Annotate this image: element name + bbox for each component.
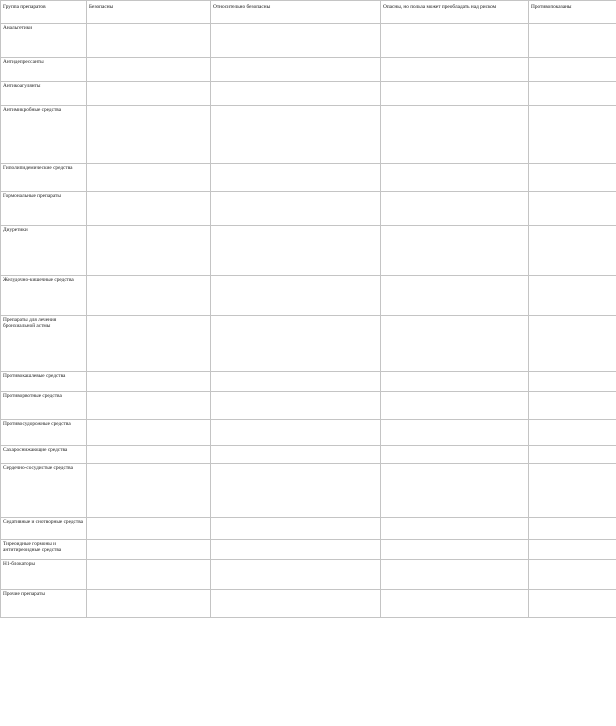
contraindicated-cell xyxy=(529,560,616,590)
group-cell-text: Антикоагулянты xyxy=(3,83,41,89)
table-row xyxy=(1,24,616,58)
contraindicated-cell xyxy=(529,82,616,106)
group-cell-text: Седативные и снотворные средства xyxy=(3,519,83,525)
table-row xyxy=(1,226,616,276)
group-cell-text: Сердечно-сосудистые средства xyxy=(3,465,73,471)
table-row xyxy=(1,192,616,226)
dangerous-cell xyxy=(381,276,529,316)
group-cell-text: Противорвотные средства xyxy=(3,393,62,399)
table-row xyxy=(1,464,616,518)
contraindicated-cell xyxy=(529,106,616,164)
dangerous-cell xyxy=(381,372,529,392)
group-cell-text: Противокашлевые средства xyxy=(3,373,66,379)
safe-cell xyxy=(87,82,211,106)
dangerous-cell xyxy=(381,82,529,106)
group-cell xyxy=(1,590,87,618)
header-relatively-safe: Относительно безопасны xyxy=(211,1,381,24)
group-cell-text: Желудочно-кишечные средства xyxy=(3,277,74,283)
relatively-safe-cell xyxy=(211,192,381,226)
relatively-safe-cell xyxy=(211,560,381,590)
safe-cell xyxy=(87,590,211,618)
group-cell-text: Противосудорожные средства xyxy=(3,421,71,427)
contraindicated-cell xyxy=(529,226,616,276)
group-cell-text: Антимикробные средства xyxy=(3,107,62,113)
dangerous-cell xyxy=(381,316,529,372)
table-row xyxy=(1,446,616,464)
table-row xyxy=(1,540,616,560)
contraindicated-cell xyxy=(529,192,616,226)
dangerous-cell xyxy=(381,392,529,420)
contraindicated-cell xyxy=(529,24,616,58)
group-cell-text: Антидепрессанты xyxy=(3,59,44,65)
table-row xyxy=(1,518,616,540)
group-cell xyxy=(1,540,87,560)
safe-cell xyxy=(87,58,211,82)
table-row xyxy=(1,106,616,164)
contraindicated-cell xyxy=(529,276,616,316)
group-cell xyxy=(1,560,87,590)
table-row xyxy=(1,590,616,618)
group-cell xyxy=(1,58,87,82)
group-cell-text: Препараты для лечения бронхиальной астмы xyxy=(3,317,57,330)
safe-cell xyxy=(87,540,211,560)
safe-cell xyxy=(87,560,211,590)
group-cell xyxy=(1,276,87,316)
contraindicated-cell xyxy=(529,58,616,82)
group-cell xyxy=(1,316,87,372)
dangerous-cell xyxy=(381,464,529,518)
table-row xyxy=(1,560,616,590)
relatively-safe-cell xyxy=(211,106,381,164)
dangerous-cell xyxy=(381,24,529,58)
group-cell xyxy=(1,420,87,446)
group-cell-text: Тиреоидные гормоны и антитиреоидные средства xyxy=(3,541,62,554)
group-cell xyxy=(1,226,87,276)
table-body xyxy=(1,24,616,618)
relatively-safe-cell xyxy=(211,226,381,276)
contraindicated-cell xyxy=(529,590,616,618)
relatively-safe-cell xyxy=(211,540,381,560)
table-row xyxy=(1,58,616,82)
dangerous-cell xyxy=(381,590,529,618)
relatively-safe-cell xyxy=(211,446,381,464)
table-row xyxy=(1,420,616,446)
safe-cell xyxy=(87,392,211,420)
group-cell xyxy=(1,518,87,540)
relatively-safe-cell xyxy=(211,420,381,446)
relatively-safe-cell xyxy=(211,372,381,392)
dangerous-cell xyxy=(381,106,529,164)
table-row xyxy=(1,82,616,106)
header-group: Группа препаратов xyxy=(1,1,87,24)
contraindicated-cell xyxy=(529,420,616,446)
contraindicated-cell xyxy=(529,316,616,372)
safe-cell xyxy=(87,372,211,392)
group-cell-text: Гиполипидемические средства xyxy=(3,165,73,171)
safe-cell xyxy=(87,316,211,372)
group-cell xyxy=(1,392,87,420)
safe-cell xyxy=(87,226,211,276)
contraindicated-cell xyxy=(529,540,616,560)
group-cell xyxy=(1,464,87,518)
table-header xyxy=(1,1,616,24)
dangerous-cell xyxy=(381,164,529,192)
safe-cell xyxy=(87,164,211,192)
header-safe: Безопасны xyxy=(87,1,211,24)
group-cell xyxy=(1,106,87,164)
contraindicated-cell xyxy=(529,464,616,518)
relatively-safe-cell xyxy=(211,392,381,420)
contraindicated-cell xyxy=(529,164,616,192)
safe-cell xyxy=(87,464,211,518)
dangerous-cell xyxy=(381,518,529,540)
group-cell-text: Диуретики xyxy=(3,227,28,233)
contraindicated-cell xyxy=(529,372,616,392)
relatively-safe-cell xyxy=(211,58,381,82)
dangerous-cell xyxy=(381,58,529,82)
relatively-safe-cell xyxy=(211,164,381,192)
relatively-safe-cell xyxy=(211,24,381,58)
group-cell xyxy=(1,24,87,58)
contraindicated-cell xyxy=(529,518,616,540)
group-cell-text: Анальгетики xyxy=(3,25,33,31)
relatively-safe-cell xyxy=(211,276,381,316)
group-cell xyxy=(1,446,87,464)
relatively-safe-cell xyxy=(211,464,381,518)
dangerous-cell xyxy=(381,446,529,464)
safe-cell xyxy=(87,518,211,540)
contraindicated-cell xyxy=(529,446,616,464)
table-row xyxy=(1,372,616,392)
group-cell-text: Сахароснижающие средства xyxy=(3,447,68,453)
group-cell xyxy=(1,192,87,226)
table-row xyxy=(1,276,616,316)
safe-cell xyxy=(87,106,211,164)
relatively-safe-cell xyxy=(211,82,381,106)
header-dangerous: Опасны, но польза может преобладать над риском xyxy=(381,1,529,24)
relatively-safe-cell xyxy=(211,590,381,618)
header-contraindicated: Противопоказаны xyxy=(529,1,616,24)
group-cell-text: Гормональные препараты xyxy=(3,193,61,199)
group-cell-text: Прочие препараты xyxy=(3,591,45,597)
contraindicated-cell xyxy=(529,392,616,420)
header-row xyxy=(1,1,616,24)
table-row xyxy=(1,316,616,372)
relatively-safe-cell xyxy=(211,316,381,372)
safe-cell xyxy=(87,192,211,226)
dangerous-cell xyxy=(381,540,529,560)
dangerous-cell xyxy=(381,420,529,446)
group-cell xyxy=(1,82,87,106)
safe-cell xyxy=(87,276,211,316)
table-row xyxy=(1,392,616,420)
dangerous-cell xyxy=(381,560,529,590)
safe-cell xyxy=(87,446,211,464)
dangerous-cell xyxy=(381,192,529,226)
table-row xyxy=(1,164,616,192)
relatively-safe-cell xyxy=(211,518,381,540)
dangerous-cell xyxy=(381,226,529,276)
safe-cell xyxy=(87,420,211,446)
group-cell-text: H1-блокаторы xyxy=(3,561,35,567)
group-cell xyxy=(1,372,87,392)
group-cell xyxy=(1,164,87,192)
safe-cell xyxy=(87,24,211,58)
